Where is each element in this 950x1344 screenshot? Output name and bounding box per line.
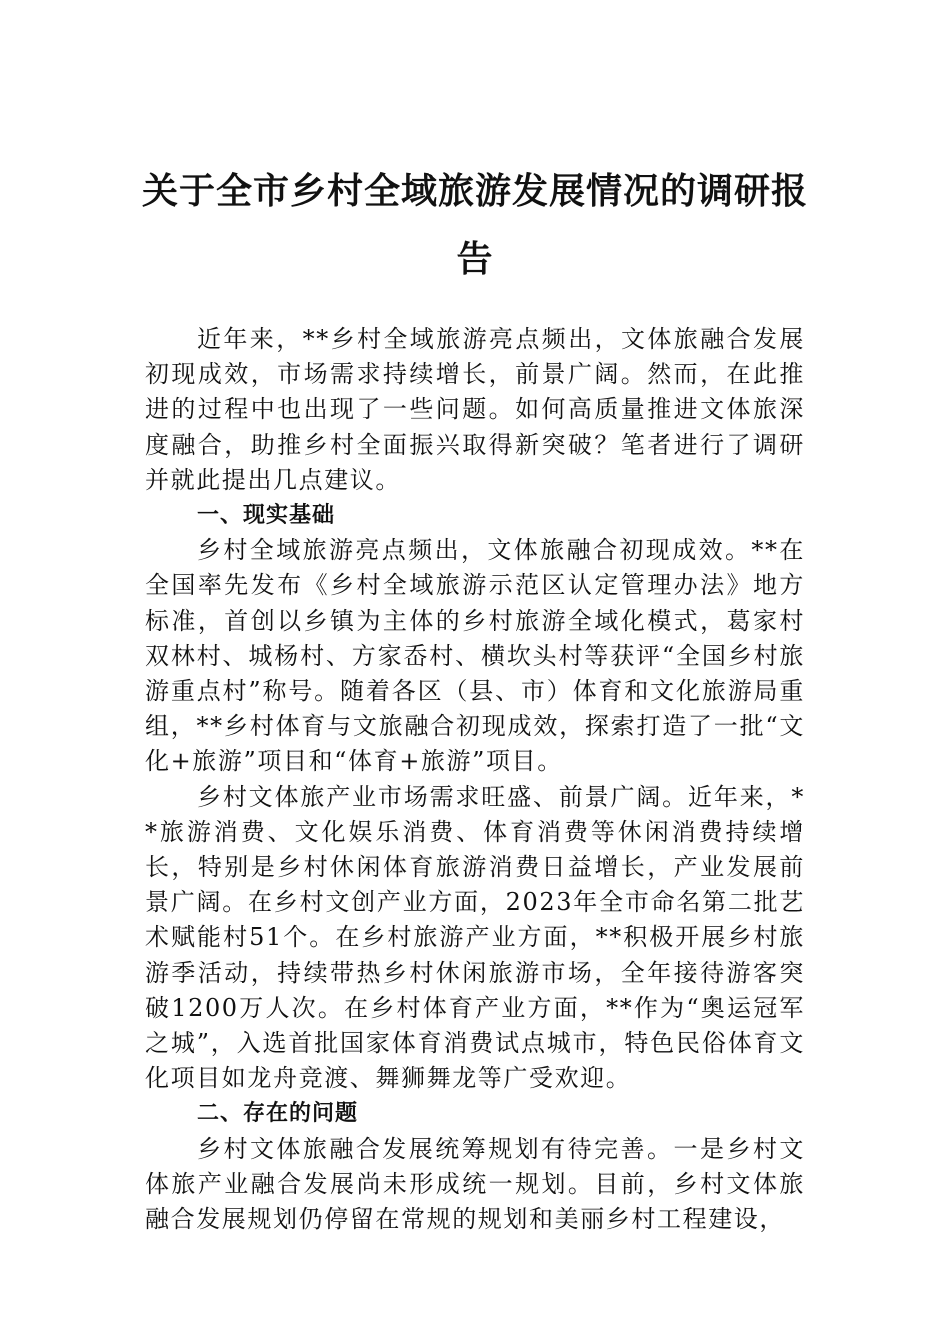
document-body	[145, 322, 805, 1237]
problems-paragraph-1: 乡村文体旅融合发展统筹规划有待完善。一是乡村文体旅产业融合发展尚未形成统一规划。目前，乡村文体旅融合发展规划仍停留在常规的规划和美丽乡村工程建设，	[145, 1134, 805, 1234]
document-title: 关于全市乡村全域旅游发展情况的调研报告	[141, 171, 808, 280]
section-heading-problems: 二、存在的问题	[197, 1101, 359, 1127]
intro-paragraph: 近年来，**乡村全域旅游亮点频出，文体旅融合发展初现成效，市场需求持续增长，前景广阔。然而，在此推进的过程中也出现了一些问题。如何高质量推进文体旅深度融合，助推乡村全面振兴取得新突破？笔者进行了调研并就此提出几点建议。	[145, 325, 805, 494]
foundation-paragraph-2: 乡村文体旅产业市场需求旺盛、前景广阔。近年来，**旅游消费、文化娱乐消费、体育消费等休闲消费持续增长，特别是乡村休闲体育旅游消费日益增长，产业发展前景广阔。在乡村文创产业方面，2023年全市命名第二批艺术赋能村51个。在乡村旅游产业方面，**积极开展乡村旅游季活动，持续带热乡村休闲旅游市场，全年接待游客突破1200万人次。在乡村体育产业方面，**作为“奥运冠军之城”，入选首批国家体育消费试点城市，特色民俗体育文化项目如龙舟竞渡、舞狮舞龙等广受欢迎。	[145, 782, 805, 1093]
section-heading-foundation: 一、现实基础	[197, 503, 336, 529]
foundation-paragraph-1: 乡村全域旅游亮点频出，文体旅融合初现成效。**在全国率先发布《乡村全域旅游示范区认定管理办法》地方标准，首创以乡镇为主体的乡村旅游全域化模式，葛家村双林村、城杨村、方家岙村、横坎头村等获评“全国乡村旅游重点村”称号。随着各区（县、市）体育和文化旅游局重组，**乡村体育与文旅融合初现成效，探索打造了一批“文化+旅游”项目和“体育+旅游”项目。	[145, 536, 805, 776]
